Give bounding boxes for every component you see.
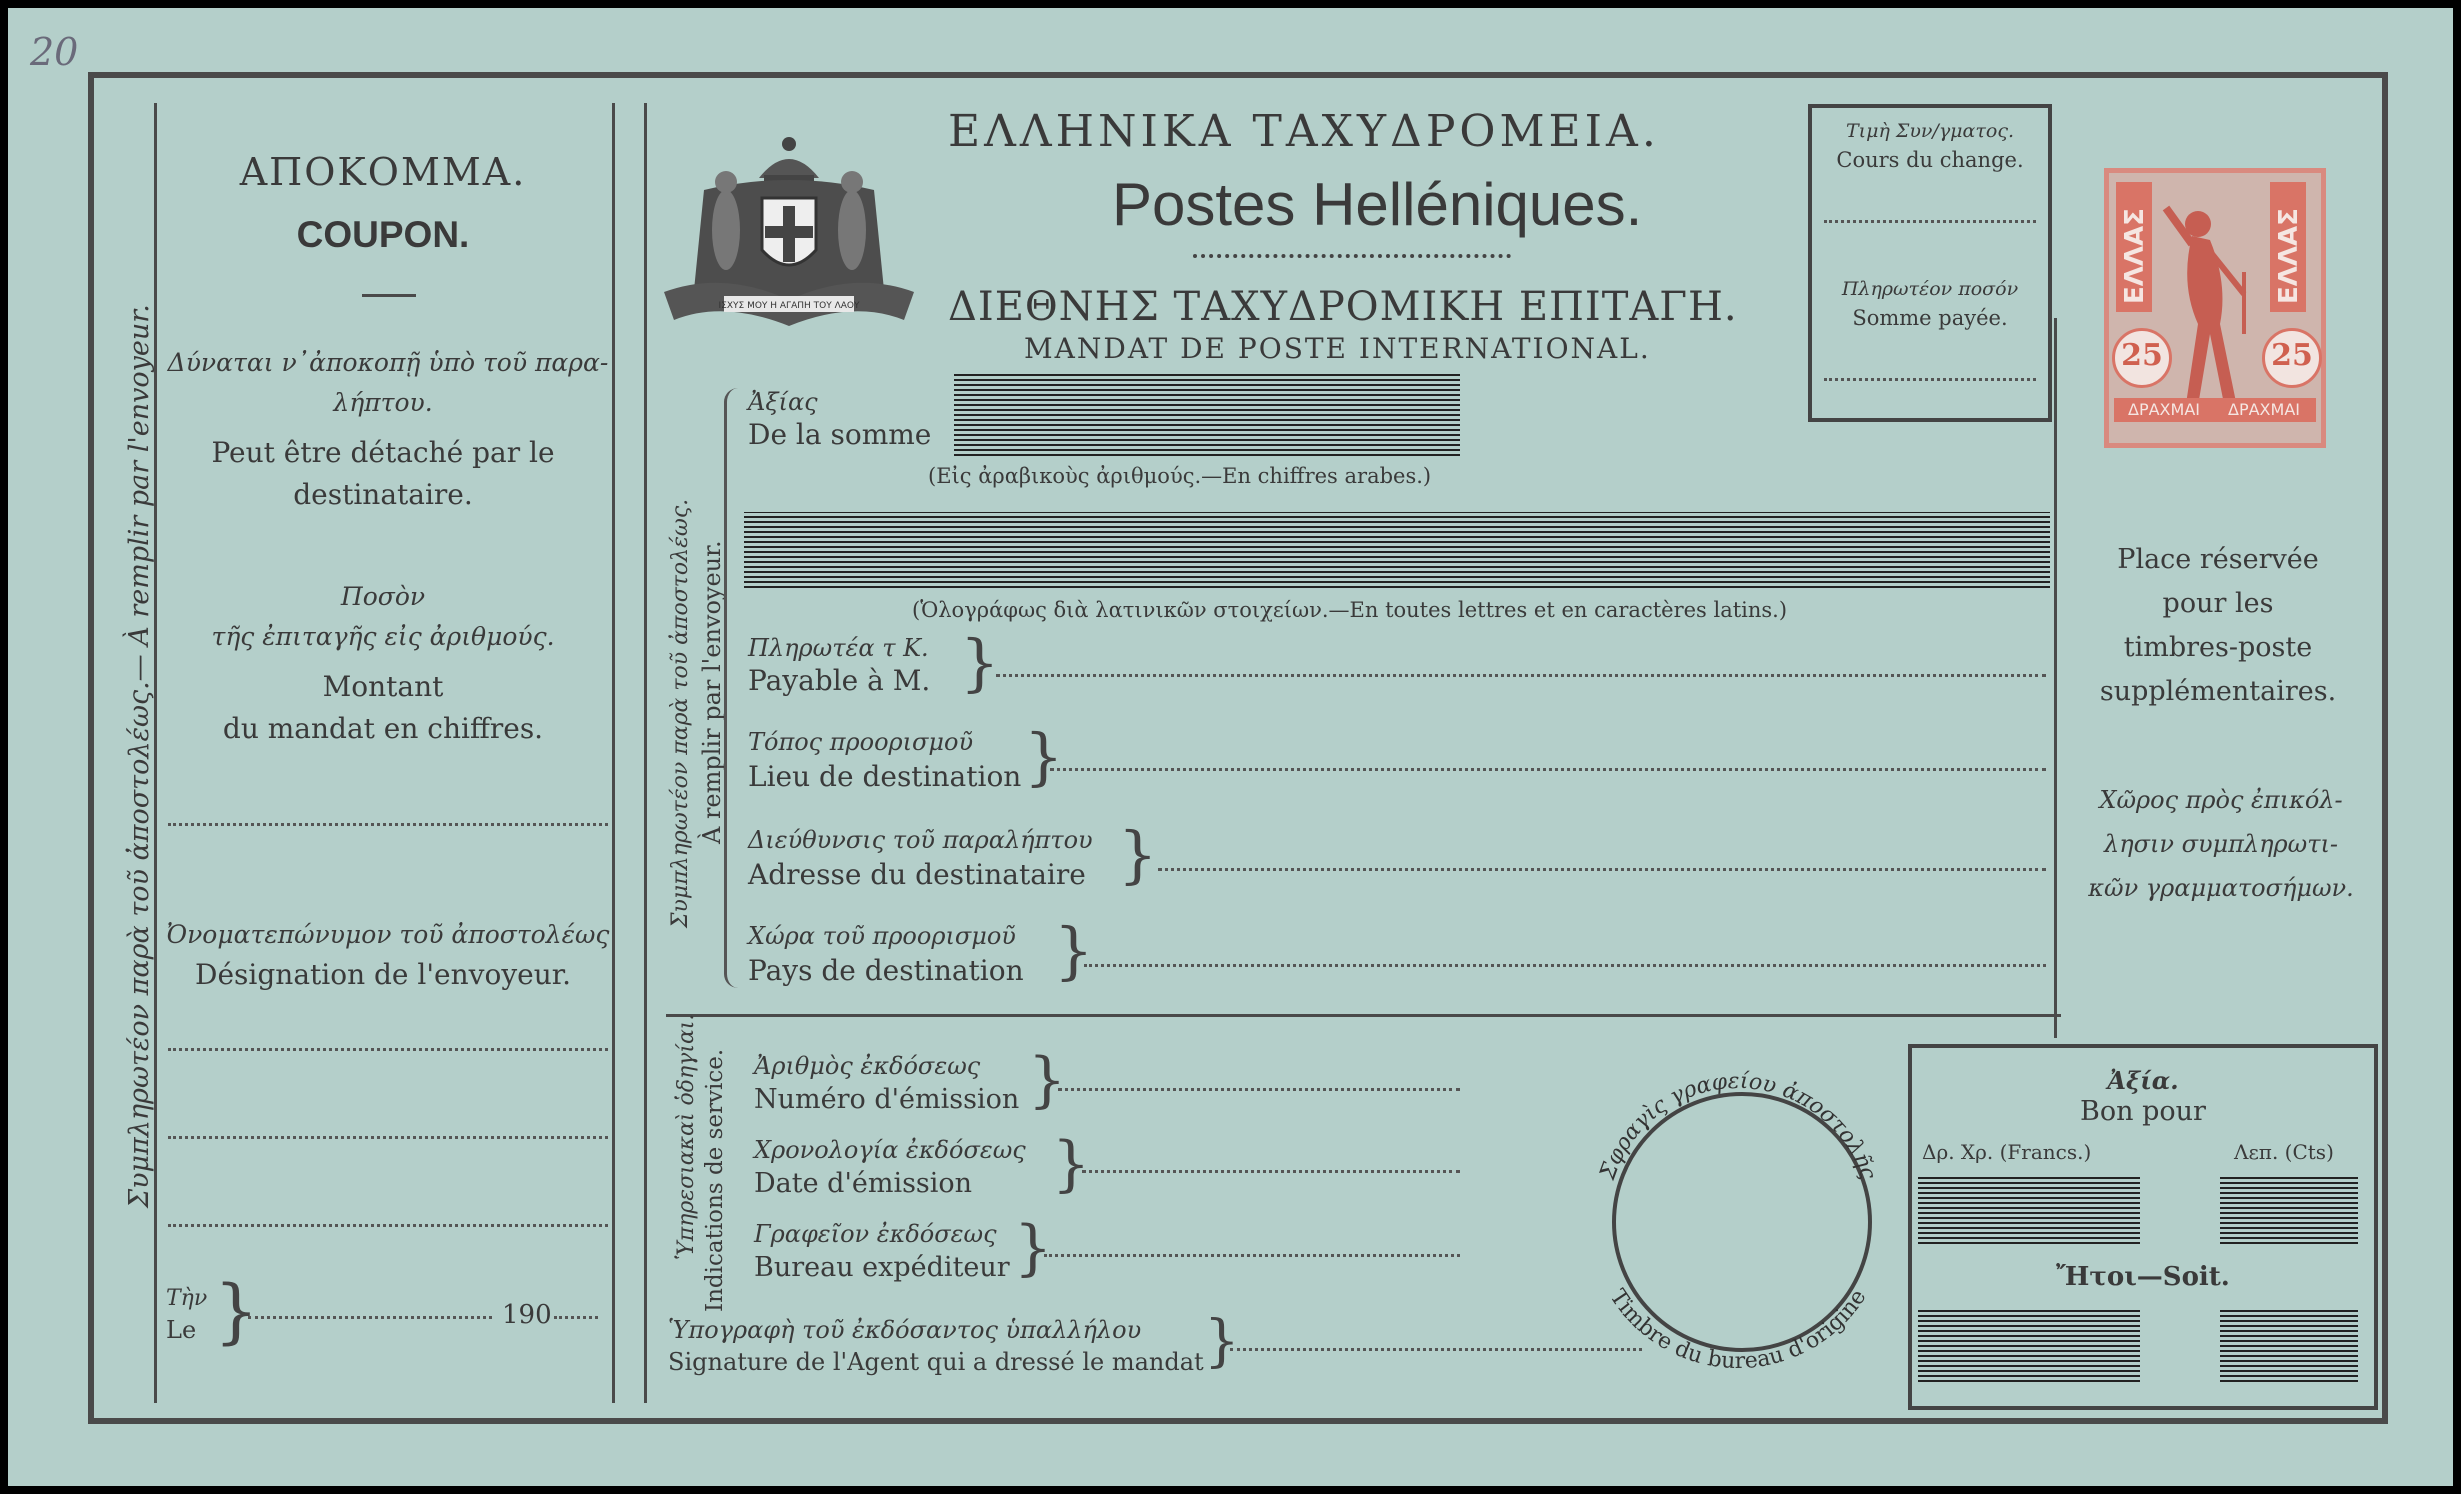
bon-francs-field[interactable]	[1918, 1174, 2140, 1244]
form-address-brace: }	[1118, 818, 1158, 891]
bon-value-fr: Bon pour	[2080, 1096, 2206, 1127]
seal-caption-gr: Σφραγὶς γραφείου ἀποστολῆς	[1595, 1068, 1881, 1183]
extra-stamps-fr-3: timbres-poste	[2123, 632, 2313, 663]
service-office-gr: Γραφεῖον ἐκδόσεως	[754, 1220, 997, 1248]
coupon-date-gr: Τὴν	[166, 1286, 208, 1311]
service-issue-no-gr: Ἀριθμὸς ἐκδόσεως	[754, 1052, 981, 1080]
form-side-gr: Συμπληρωτέον παρὰ τοῦ ἀποστολέως.	[668, 498, 693, 928]
dest-place-line[interactable]	[1050, 768, 2046, 771]
stamp-country-right: ΕΛΛΑΣ	[2274, 208, 2304, 304]
main-left-rule	[644, 103, 647, 1403]
coupon-sender-fr: Désignation de l'envoyeur.	[195, 958, 571, 991]
coupon-title: ΑΠΟΚΟΜΜΑ.	[239, 150, 527, 194]
service-side-fr: Indications de service.	[702, 1048, 728, 1312]
exchange-paid-fr: Somme payée.	[1852, 306, 2008, 330]
coupon-amount-gr-2: τῆς ἐπιταγῆς εἰς ἀριθμούς.	[211, 622, 555, 651]
coupon-year-line[interactable]	[554, 1316, 598, 1319]
extra-stamps-fr-4: supplémentaires.	[2099, 676, 2337, 707]
coupon-sender-line-1[interactable]	[168, 1048, 608, 1051]
exchange-rate-line[interactable]	[1824, 220, 2036, 223]
issue-no-line[interactable]	[1058, 1088, 1460, 1091]
corner-note: 20	[30, 30, 79, 74]
coupon-year: 190	[502, 1300, 552, 1330]
stamp-value-left: 25	[2121, 338, 2163, 373]
country-line[interactable]	[1084, 964, 2046, 967]
frame-bottom	[88, 1418, 2388, 1424]
form-country-fr: Pays de destination	[748, 954, 1024, 987]
royal-crest-icon	[664, 120, 914, 338]
form-value-gr: Ἀξίας	[748, 388, 818, 416]
bon-francs-label: Δρ. Χρ. (Francs.)	[1922, 1140, 2092, 1164]
service-office-brace: }	[1014, 1213, 1053, 1283]
extra-stamps-fr-2: pour les	[2162, 588, 2274, 619]
form-dest-place-gr: Τόπος προορισμοῦ	[748, 728, 974, 756]
coupon-detach-fr-1: Peut être détaché par le	[211, 436, 555, 469]
stamp-country-left: ΕΛΛΑΣ	[2120, 208, 2150, 304]
form-country-brace: }	[1054, 914, 1094, 987]
value-digits-field[interactable]	[954, 374, 1460, 456]
form-address-fr: Adresse du destinataire	[748, 858, 1086, 891]
form-digits-note: (Εἰς ἀραβικοὺς ἀριθμούς.—En chiffres arabes.)	[928, 464, 1432, 488]
service-issue-date-gr: Χρονολογία ἐκδόσεως	[754, 1136, 1026, 1164]
header-title-fr: Postes Helléniques.	[1112, 171, 1643, 238]
coupon-detach-fr-2: destinataire.	[293, 478, 473, 511]
form-address-gr: Διεύθυνσις τοῦ παραλήπτου	[748, 826, 1093, 854]
issue-date-line[interactable]	[1082, 1170, 1460, 1173]
form-words-note: (Ὁλογράφως διὰ λατινικῶν στοιχείων.—En toutes lettres et en caractères latins.)	[912, 598, 1788, 622]
form-dest-place-brace: }	[1024, 720, 1064, 793]
coupon-amount-fr-2: du mandat en chiffres.	[222, 712, 544, 745]
header-ornament	[1193, 254, 1511, 270]
stamp-currency-left: ΔΡΑΧΜΑΙ	[2128, 400, 2200, 419]
service-issue-no-brace: }	[1028, 1045, 1067, 1115]
bon-value-gr: Ἀξία.	[2107, 1066, 2179, 1095]
coupon-sender-line-3[interactable]	[168, 1224, 608, 1227]
exchange-rate-fr: Cours du change.	[1836, 148, 2024, 172]
frame-top	[88, 72, 2388, 78]
money-order-card	[8, 8, 2453, 1486]
coupon-right-rule	[612, 103, 615, 1403]
form-bottom-rule	[666, 1014, 2061, 1017]
bon-francs-field-2[interactable]	[1918, 1310, 2140, 1382]
crest-motto: ΙΣΧΥΣ ΜΟΥ Η ΑΓΑΠΗ ΤΟΥ ΛΑΟΥ	[718, 301, 860, 311]
frame-left	[88, 72, 94, 1424]
bon-or: Ἤτοι—Soit.	[2056, 1262, 2230, 1292]
value-words-field[interactable]	[744, 512, 2050, 588]
frame-right	[2382, 72, 2388, 1424]
header-title-gr: ΕΛΛΗΝΙΚΑ ΤΑΧΥΔΡΟΜΕΙΑ.	[948, 106, 1660, 157]
service-office-fr: Bureau expéditeur	[754, 1252, 1010, 1283]
exchange-rate-gr: Τιμὴ Συν/γματος.	[1846, 120, 2014, 142]
stamp-currency-right: ΔΡΑΧΜΑΙ	[2228, 400, 2300, 419]
form-country-gr: Χώρα τοῦ προορισμοῦ	[748, 922, 1016, 950]
address-line[interactable]	[1158, 868, 2046, 871]
coupon-detach-gr-2: λήπτου.	[333, 388, 433, 417]
form-right-rule	[2054, 318, 2057, 1038]
hermes-figure-icon	[2158, 184, 2262, 424]
office-line[interactable]	[1044, 1254, 1460, 1257]
service-issue-date-brace: }	[1052, 1129, 1091, 1199]
service-signature-brace: }	[1204, 1309, 1240, 1374]
extra-stamps-gr-1: Χῶρος πρὸς ἐπικόλ-	[2099, 786, 2343, 814]
service-issue-date-fr: Date d'émission	[754, 1168, 973, 1199]
bon-cents-field-2[interactable]	[2220, 1310, 2358, 1382]
coupon-side-text: Συμπληρωτέον παρὰ τοῦ ἀποστολέως.— À remplir par l'envoyeur.	[124, 304, 155, 1208]
coupon-date-fr: Le	[166, 1316, 197, 1344]
header-order-fr: MANDAT DE POSTE INTERNATIONAL.	[1024, 332, 1651, 365]
form-dest-place-fr: Lieu de destination	[748, 760, 1022, 793]
service-signature-gr: Ὑπογραφὴ τοῦ ἐκδόσαντος ὑπαλλήλου	[668, 1316, 1142, 1344]
seal-caption-svg	[1568, 1048, 1908, 1388]
coupon-amount-fr-1: Montant	[322, 670, 444, 703]
payable-line[interactable]	[996, 674, 2046, 677]
coupon-date-brace: }	[214, 1270, 259, 1352]
bon-cents-label: Λεπ. (Cts)	[2234, 1140, 2334, 1164]
coupon-subtitle: COUPON.	[296, 214, 470, 255]
form-payable-brace: }	[960, 626, 1000, 699]
extra-stamps-fr-1: Place réservée	[2117, 544, 2319, 575]
stamp-value-right: 25	[2271, 338, 2313, 373]
exchange-paid-line[interactable]	[1824, 378, 2036, 381]
form-payable-gr: Πληρωτέα τ Κ.	[748, 634, 929, 662]
coupon-amount-gr-1: Ποσὸν	[340, 582, 426, 611]
service-issue-no-fr: Numéro d'émission	[754, 1084, 1020, 1115]
coupon-sender-line-2[interactable]	[168, 1136, 608, 1139]
extra-stamps-gr-3: κῶν γραμματοσήμων.	[2088, 874, 2354, 902]
form-payable-fr: Payable à M.	[748, 664, 931, 697]
extra-stamps-gr-2: λησιν συμπληρωτι-	[2103, 830, 2338, 858]
coupon-title-dash	[362, 294, 416, 297]
coupon-date-line[interactable]	[248, 1316, 492, 1319]
coupon-sender-gr: Ὀνοματεπώνυμον τοῦ ἀποστολέως	[166, 920, 610, 949]
service-side-gr: Ὑπηρεσιακαὶ ὁδηγίαι.	[674, 1013, 699, 1260]
service-signature-fr: Signature de l'Agent qui a dressé le mandat	[668, 1348, 1204, 1376]
form-value-fr: De la somme	[748, 418, 932, 451]
coupon-amount-line[interactable]	[168, 823, 608, 826]
coupon-detach-gr-1: Δύναται ν᾽ἀποκοπῇ ὑπὸ τοῦ παρα-	[167, 348, 609, 377]
header-order-gr: ΔΙΕΘΝΗΣ ΤΑΧΥΔΡΟΜΙΚΗ ΕΠΙΤΑΓΗ.	[948, 284, 1738, 330]
exchange-paid-gr: Πληρωτέον ποσόν	[1841, 278, 2019, 300]
form-side-fr: À remplir par l'envoyeur.	[698, 540, 726, 844]
form-side-brace	[724, 388, 747, 988]
bon-cents-field[interactable]	[2220, 1174, 2358, 1244]
seal-caption-fr: Timbre du bureau d'origine	[1604, 1285, 1872, 1375]
